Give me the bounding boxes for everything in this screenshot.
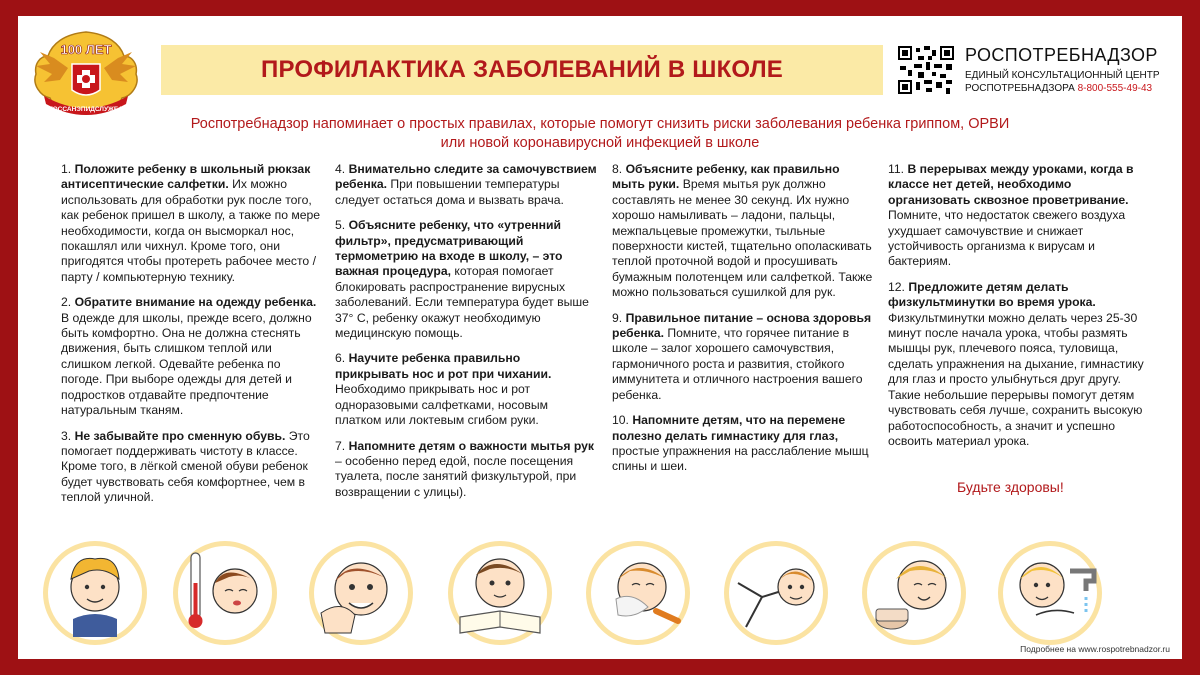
tip-item: 9. Правильное питание – основа здоровья ребенка. Помните, что горячее питание в школе – залог хорошего самочувствия, гармоничного роста и развития, стойкого иммунитета и отличного настроения вашего ребенка. <box>612 310 872 402</box>
tip-item: 8. Объясните ребенку, как правильно мыть руки. Время мытья рук должно составлять не менее 30 секунд. Их нужно хорошо намыливать – ладони, пальцы, межпальцевые промежутки, тыльные поверхности кистей, тщательно ополаскивать теплой проточной водой и просушивать бумажным полотенцем или салфеткой. Также можно пользоваться сушилкой для рук. <box>612 162 873 300</box>
title-banner <box>161 45 883 95</box>
tips-column-3 <box>612 162 874 485</box>
emblem-text-bottom: ГОССАНЭПИДСЛУЖБА <box>49 106 123 113</box>
agency-name: РОСПОТРЕБНАДЗОР <box>965 45 1158 65</box>
tips-column-4 <box>888 162 1150 459</box>
tip-item: 6. Научите ребенка правильно прикрывать нос и рот при чихании. Необходимо прикрывать нос и рот одноразовыми салфетками, носовым платком или локтевым сгибом руки. <box>335 351 552 428</box>
tip-item: 7. Напомните детям о важности мытья рук – особенно перед едой, после посещения туалета, после занятий физкультурой, при возвращении с улицы). <box>335 438 595 499</box>
tip-item: 1. Положите ребенку в школьный рюкзак антисептические салфетки. Их можно использовать для обработки рук после того, как ребенок пришел в школу, а также по мере необходимости, когда он высморкал нос, покашлял или чихнул. Кроме того, они пригодятся чтобы протереть рабочее место / парту / компьютерную технику. <box>61 162 321 284</box>
tip-item: 11. В перерывах между уроками, когда в классе нет детей, необходимо организовать сквозное проветривание. Помните, что недостаток свежего воздуха ухудшает самочувствие и снижает устойчивость организма к вирусам и бактериям. <box>888 162 1134 269</box>
kid-portrait-eating <box>862 541 966 645</box>
tip-item: 5. Объясните ребенку, что «утренний фильтр», предусматривающий термометрию на входе в школу, – это важная процедура, которая помогает блокировать распространение вирусных заболеваний. Если температура будет выше 37° С, ребенку окажут необходимую медицинскую помощь. <box>335 218 589 341</box>
closing-wish: Будьте здоровы! <box>957 479 1064 495</box>
kid-portrait-handkerchief <box>586 541 690 645</box>
kids-illustration-strip <box>40 538 1160 648</box>
kid-portrait-reading <box>448 541 552 645</box>
kid-portrait-washing-hands <box>998 541 1102 645</box>
hotline-phone[interactable]: 8-800-555-49-43 <box>1077 83 1153 94</box>
qr-code-icon[interactable] <box>898 46 954 94</box>
intro-text <box>158 115 1042 153</box>
anniversary-emblem <box>30 24 142 119</box>
tips-column-1 <box>61 162 323 516</box>
kid-portrait-exercising <box>724 541 828 645</box>
tip-item: 3. Не забывайте про сменную обувь. Это помогает поддерживать чистоту в классе. Кроме того, в лёгкой сменой обуви ребенок будет чувствовать себя комфортнее, чем в теплой уличной. <box>61 428 310 505</box>
kid-portrait-schoolboy <box>43 541 147 645</box>
page-title: ПРОФИЛАКТИКА ЗАБОЛЕВАНИЙ В ШКОЛЕ <box>261 56 783 83</box>
tip-item: 12. Предложите детям делать физкультминутки во время урока. Физкультминутки можно делать через 25-30 минут после начала урока, чтобы размять мышцы рук, плечевого пояса, туловища, сделать упражнения на дыхание, гимнастику для глаз и просто улыбнуться друг другу. Такие небольшие перерывы помогут детям чувствовать себя лучше, сохранить высокую работоспособность, а значит и успешно освоить материал урока. <box>888 279 1144 448</box>
emblem-text-top: 100 ЛЕТ <box>60 42 112 57</box>
poster-sheet <box>18 16 1182 659</box>
kid-portrait-thermometer <box>173 541 277 645</box>
hotline-caption-1: ЕДИНЫЙ КОНСУЛЬТАЦИОННЫЙ ЦЕНТР <box>965 70 1160 81</box>
tips-column-2 <box>335 162 597 510</box>
tip-item: 10. Напомните детям, что на перемене полезно делать гимнастику для глаз, простые упражнения на расслабление мышц спины и шеи. <box>612 413 869 474</box>
intro-line-1: Роспотребнадзор напоминает о простых правилах, которые помогут снизить риски заболевания ребенка гриппом, ОРВИ <box>190 116 1010 132</box>
hotline-caption-2 <box>965 83 1152 94</box>
footer-website-link[interactable]: Подробнее на www.rospotrebnadzor.ru <box>1020 644 1170 654</box>
kid-portrait-covering-mouth <box>309 541 413 645</box>
intro-line-2: или новой коронавирусной инфекцией в школе <box>440 135 760 151</box>
hotline-caption-2-text: РОСПОТРЕБНАДЗОРА <box>965 83 1075 94</box>
tip-item: 4. Внимательно следите за самочувствием ребенка. При повышении температуры следует остаться дома и вызвать врача. <box>335 162 597 207</box>
tip-item: 2. Обратите внимание на одежду ребенка. В одежде для школы, прежде всего, должно быть комфортно. Она не должна стеснять движения, быть слишком теплой или слишком легкой. Одевайте ребенка по погоде. При выборе одежды для детей и подростков отдавайте предпочтение натуральным тканям. <box>61 295 317 418</box>
